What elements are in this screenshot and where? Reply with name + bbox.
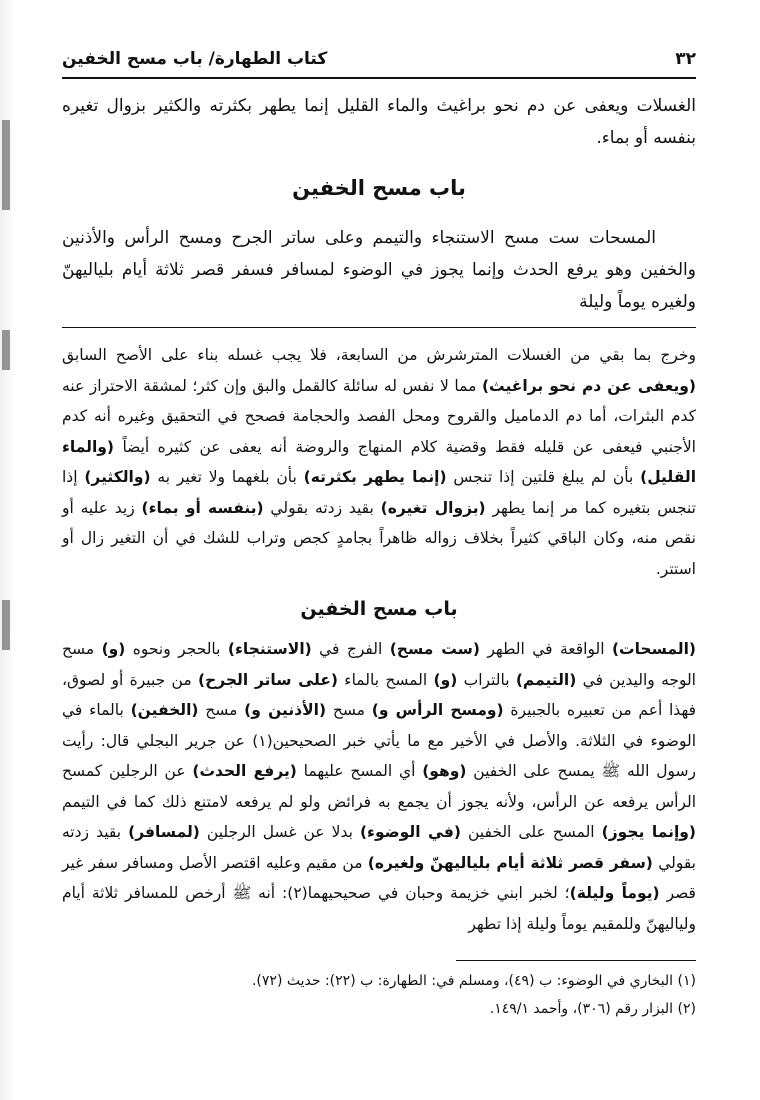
bold-matn-quote: (على ساتر الجرح) bbox=[197, 670, 338, 689]
running-title: كتاب الطهارة/ باب مسح الخفين bbox=[62, 49, 328, 69]
bold-matn-quote: (التيمم) bbox=[515, 670, 577, 689]
commentary-text: الفرج في bbox=[311, 640, 390, 658]
commentary-text: أي المسح عليهما bbox=[296, 762, 423, 780]
bold-matn-quote: (ومسح الرأس و) bbox=[371, 701, 504, 719]
bold-matn-quote: (ست مسح) bbox=[389, 640, 480, 658]
scan-noise bbox=[2, 120, 10, 210]
matn-paragraph-text: المسحات ست مسح الاستنجاء والتيمم وعلى ساتر الجرح ومسح الرأس والأذنين والخفين وهو يرفع الحدث وإنما يجوز في الوضوء لمسافر فسفر قصر ثلاثة أيام بلياليهنّ ولغيره يوماً وليلة bbox=[62, 228, 696, 312]
footnote-1: (١) البخاري في الوضوء: ب (٤٩)، ومسلم في: الطهارة: ب (٢٢): حديث (٧٢). bbox=[251, 973, 696, 989]
bold-matn-quote: (إنما يطهر بكثرته) bbox=[303, 468, 447, 486]
bold-matn-quote: (يوماً وليلة) bbox=[569, 884, 660, 902]
commentary-text: مسح الوجه واليدين في bbox=[62, 640, 696, 689]
commentary-text: بدلا عن غسل الرجلين bbox=[199, 823, 360, 841]
commentary-text: الواقعة في الطهر bbox=[479, 640, 612, 658]
page-number: ٣٢ bbox=[675, 49, 696, 69]
scan-noise bbox=[2, 330, 10, 370]
matn-paragraph bbox=[62, 222, 696, 318]
commentary-text: من مقيم وعليه اقتصر الأصل ومسافر سفر غير قصر bbox=[62, 853, 696, 902]
commentary-text: مسح bbox=[326, 701, 372, 719]
header-rule bbox=[62, 77, 696, 79]
bold-matn-quote: (بنفسه أو بماء) bbox=[141, 498, 264, 517]
bold-matn-quote: (ويعفى عن دم نحو براغيث) bbox=[481, 376, 697, 395]
bold-matn-quote: (وهو) bbox=[422, 762, 467, 780]
scan-noise bbox=[2, 600, 10, 650]
bold-matn-quote: (و) bbox=[433, 670, 458, 689]
commentary-text: وخرج بما بقي من الغسلات المترشرش من السابعة، فلا يجب غسله بناء على الأصح السابق bbox=[62, 346, 696, 364]
matn-continuation: الغسلات ويعفى عن دم نحو براغيث والماء القليل إنما يطهر بكثرته والكثير بزوال تغيره بنفسه أو بماء. bbox=[62, 96, 696, 148]
commentary-text: بقيد زدته بقولي bbox=[62, 823, 696, 872]
bold-matn-quote: (يرفع الحدث) bbox=[192, 762, 297, 780]
commentary-text: بالتراب bbox=[457, 670, 516, 689]
matn-chapter-heading: باب مسح الخفين bbox=[292, 176, 466, 200]
commentary-text: زيد عليه أو نقص منه، وكان الباقي كثيراً بخلاف زواله ظاهراً بجامدٍ كجص وتراب للشك في أن التغير زال أو استتر. bbox=[62, 498, 696, 578]
sharh-part-2 bbox=[62, 634, 696, 939]
bold-matn-quote: (والماء القليل) bbox=[62, 437, 697, 486]
sharh-chapter-heading: باب مسح الخفين bbox=[300, 598, 458, 620]
bold-matn-quote: (الأذنين و) bbox=[244, 701, 327, 719]
bold-matn-quote: (الخفين) bbox=[130, 701, 199, 719]
commentary-text: المسح بالماء bbox=[337, 670, 434, 689]
matn-sharh-divider bbox=[62, 327, 696, 328]
bold-matn-quote: (و) bbox=[101, 640, 126, 658]
commentary-text: بقيد زدته بقولي bbox=[263, 498, 381, 517]
commentary-text: ؛ لخبر ابني خزيمة وحبان في صحيحيهما(٢): أنه ﷺ أرخص للمسافر ثلاثة أيام ولياليهنّ وللمقيم يوماً وليلة إذا تطهر bbox=[62, 884, 696, 933]
bold-matn-quote: (الاستنجاء) bbox=[227, 640, 312, 658]
commentary-text: مسح bbox=[198, 701, 245, 719]
footnote-rule bbox=[456, 960, 696, 961]
commentary-text: عن الرجلين كمسح الرأس يرفعه عن الرأس، ولأنه يجوز أن يجمع به فرائض ولو لم يرفعه لامتنع ذلك كما في التيمم bbox=[62, 762, 696, 811]
commentary-text: من جبيرة أو لصوق، فهذا أعم من تعبيره بالجبيرة bbox=[62, 670, 696, 719]
bold-matn-quote: (سفر قصر ثلاثة أيام بلياليهنّ ولغيره) bbox=[367, 853, 653, 872]
commentary-text: المسح على الخفين bbox=[460, 823, 602, 841]
commentary-text: بالحجر ونحوه bbox=[125, 640, 228, 658]
commentary-text: مما لا نفس له سائلة كالقمل والبق وإن كثر؛ لمشقة الاحتراز عنه كدم البثرات، أما دم الدماميل والقروح ومحل الفصد والحجامة فصحح في التحقيق وغيره أنه كدم الأجنبي فيعفى عن قليله فقط وقضية كلام المنهاج والروضة أنه يعفى عن كثيره أيضاً bbox=[62, 376, 696, 456]
footnote-2: (٢) البزار رقم (٣٠٦)، وأحمد ١٤٩/١. bbox=[489, 1001, 696, 1017]
sharh-part-1 bbox=[62, 340, 696, 584]
bold-matn-quote: (لمسافر) bbox=[128, 823, 200, 841]
commentary-text: بأن بلغهما ولا تغير به bbox=[150, 468, 304, 486]
commentary-text: بالماء في الوضوء في الثلاثة. والأصل في الأخير مع ما يأتي خبر الصحيحين(١) عن جرير البجلي قال: رأيت رسول الله ﷺ يمسح على الخفين bbox=[62, 701, 696, 780]
bold-matn-quote: (والكثير) bbox=[84, 468, 151, 486]
bold-matn-quote: (بزوال تغيره) bbox=[380, 498, 486, 517]
running-header bbox=[62, 44, 696, 74]
bold-matn-quote: (وإنما يجوز) bbox=[601, 823, 696, 841]
bold-matn-quote: (في الوضوء) bbox=[359, 823, 461, 841]
bold-matn-quote: (المسحات) bbox=[611, 640, 696, 658]
commentary-text: إذا تنجس بتغيره كما مر إنما يطهر bbox=[62, 468, 696, 517]
commentary-text: بأن لم يبلغ قلتين إذا تنجس bbox=[446, 468, 641, 486]
